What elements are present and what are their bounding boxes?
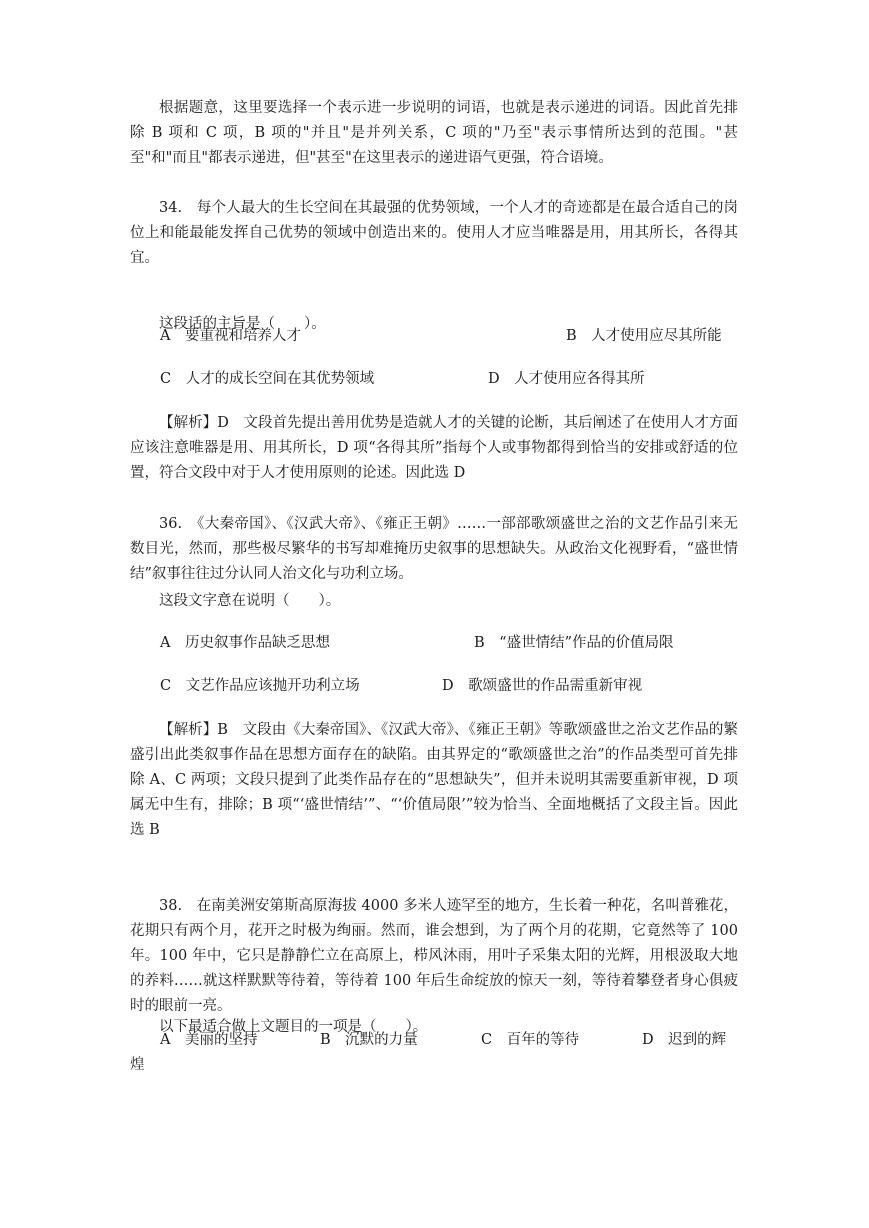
question-38-option-d-wrap: 煌 <box>130 1057 145 1073</box>
option-d: D 迟到的辉 <box>642 1032 727 1048</box>
question-36-passage: 36. 《大秦帝国》、《汉武大帝》、《雍正王朝》……一部部歌颂盛世之治的文艺作品引来无数目光，然而，那些极尽繁华的书写却难掩历史叙事的思想缺失。从政治文化视野看，“盛世情结”叙事往往过分认同人治文化与功利立场。 <box>130 516 738 582</box>
question-38-stem: 以下最适合做上文题目的一项是（ ）。 <box>159 1019 428 1035</box>
option-c: C 文艺作品应该抛开功利立场 <box>160 678 360 694</box>
question-34-stem: 这段话的主旨是（ ）。 <box>159 316 326 332</box>
answer-explanation-paragraph: 根据题意，这里要选择一个表示进一步说明的词语，也就是表示递进的词语。因此首先排除 B 项和 C 项，B 项的"并且"是并列关系，C 项的"乃至"表示事情所达到的范围。"甚至"和"而且"都表示递进，但"甚至"在这里表示的递进语气更强，符合语境。 <box>130 100 738 166</box>
option-c: C 百年的等待 <box>481 1032 580 1048</box>
question-34-passage: 34. 每个人最大的生长空间在其最强的优势领域，一个人才的奇迹都是在最合适自己的岗位上和能最能发挥自己优势的领域中创造出来的。使用人才应当唯器是用，用其所长，各得其宜。 <box>130 200 738 266</box>
option-b: B 人才使用应尽其所能 <box>566 328 722 344</box>
option-b: B 沉默的力量 <box>320 1032 418 1048</box>
option-b: B “盛世情结”作品的价值局限 <box>474 635 674 651</box>
question-36-analysis: 【解析】B 文段由《大秦帝国》、《汉武大帝》、《雍正王朝》等歌颂盛世之治文艺作品的繁盛引出此类叙事作品在思想方面存在的缺陷。由其界定的“歌颂盛世之治”的作品类型可首先排除 A、C 两项；文段只提到了此类作品存在的“思想缺失”，但并未说明其需要重新审视，D 项属无中生有，排除；B 项“‘盛世情结’”、“‘价值局限’”较为恰当、全面地概括了文段主旨。因此选 B <box>130 722 738 838</box>
option-d: D 人才使用应各得其所 <box>488 371 645 387</box>
option-a: A 美丽的坚持 <box>160 1032 258 1048</box>
option-a: A 历史叙事作品缺乏思想 <box>160 635 330 651</box>
question-38-passage: 38. 在南美洲安第斯高原海拔 4000 多米人迹罕至的地方，生长着一种花，名叫普雅花，花期只有两个月，花开之时极为绚丽。然而，谁会想到，为了两个月的花期，它竟然等了 100 年。100 年中，它只是静静伫立在高原上，栉风沐雨，用叶子采集太阳的光辉，用根汲取大地的养料……就这样默默等待着，等待着 100 年后生命绽放的惊天一刻，等待着攀登者身心俱疲时的眼前一亮。 <box>130 898 738 1014</box>
option-c: C 人才的成长空间在其优势领域 <box>160 371 375 387</box>
option-a: A 要重视和培养人才 <box>160 328 301 344</box>
option-d: D 歌颂盛世的作品需重新审视 <box>442 678 643 694</box>
question-34-analysis: 【解析】D 文段首先提出善用优势是造就人才的关键的论断，其后阐述了在使用人才方面应该注意唯器是用、用其所长，D 项“各得其所”指每个人或事物都得到恰当的安排或舒适的位置，符合文段中对于人才使用原则的论述。因此选 D <box>130 415 738 481</box>
question-36-stem: 这段文字意在说明（ ）。 <box>159 593 341 609</box>
